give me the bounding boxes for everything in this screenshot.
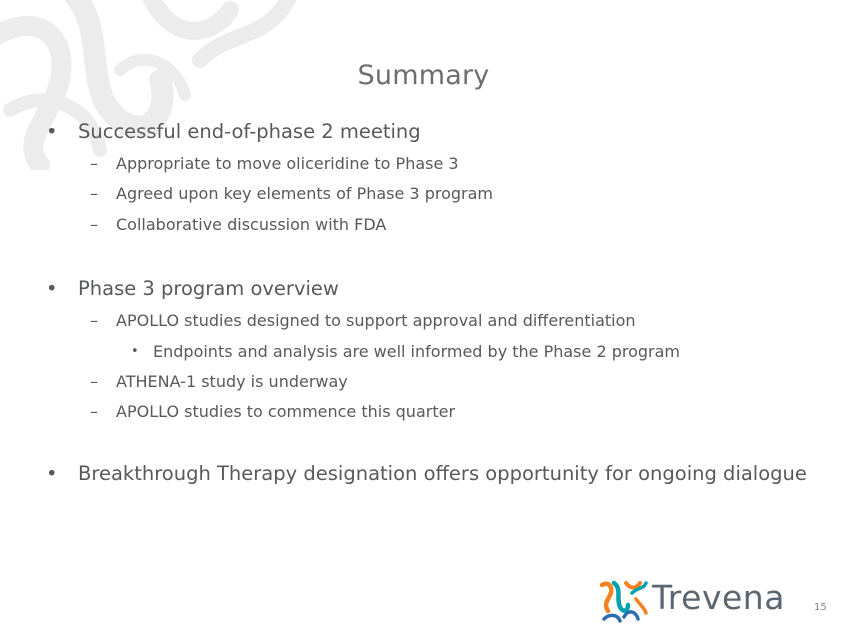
bullet-item <box>46 120 421 143</box>
sub-bullet-marker: – <box>90 402 98 421</box>
bullet-marker: • <box>46 120 58 143</box>
bullet-marker: • <box>46 462 58 485</box>
sub-bullet-text: ATHENA-1 study is underway <box>116 372 348 391</box>
bullet-text: Successful end-of-phase 2 meeting <box>78 120 421 143</box>
sub-bullet-text: APOLLO studies designed to support approval and differentiation <box>116 311 636 330</box>
sub-bullet-marker: – <box>90 372 98 391</box>
sub-bullet-item <box>90 215 386 234</box>
trevena-logo-mark-icon <box>598 579 650 623</box>
page-number: 15 <box>814 602 827 613</box>
sub-bullet-text: APOLLO studies to commence this quarter <box>116 402 456 421</box>
bullet-text: Breakthrough Therapy designation offers opportunity for ongoing dialogue <box>78 462 807 485</box>
bullet-item <box>46 462 807 485</box>
bullet-marker: • <box>46 277 58 300</box>
sub-bullet-item <box>90 311 636 330</box>
sub-bullet-marker: – <box>90 215 98 234</box>
sub-bullet-marker: – <box>90 184 98 203</box>
sub-bullet-text: Appropriate to move oliceridine to Phase 3 <box>116 154 459 173</box>
sub-bullet-item <box>90 184 493 203</box>
sub-sub-bullet-item <box>131 342 680 361</box>
sub-sub-bullet-text: Endpoints and analysis are well informed by the Phase 2 program <box>153 342 681 361</box>
sub-bullet-item <box>90 402 455 421</box>
logo-wordmark: Trevena <box>652 578 785 617</box>
sub-bullet-item <box>90 154 459 173</box>
sub-bullet-marker: – <box>90 311 98 330</box>
sub-bullet-item <box>90 372 348 391</box>
slide-title: Summary <box>357 60 490 91</box>
bullet-text: Phase 3 program overview <box>78 277 339 300</box>
sub-bullet-marker: – <box>90 154 98 173</box>
bullet-item <box>46 277 339 300</box>
sub-bullet-text: Collaborative discussion with FDA <box>116 215 387 234</box>
sub-sub-bullet-marker: • <box>131 344 139 359</box>
sub-bullet-text: Agreed upon key elements of Phase 3 program <box>116 184 493 203</box>
